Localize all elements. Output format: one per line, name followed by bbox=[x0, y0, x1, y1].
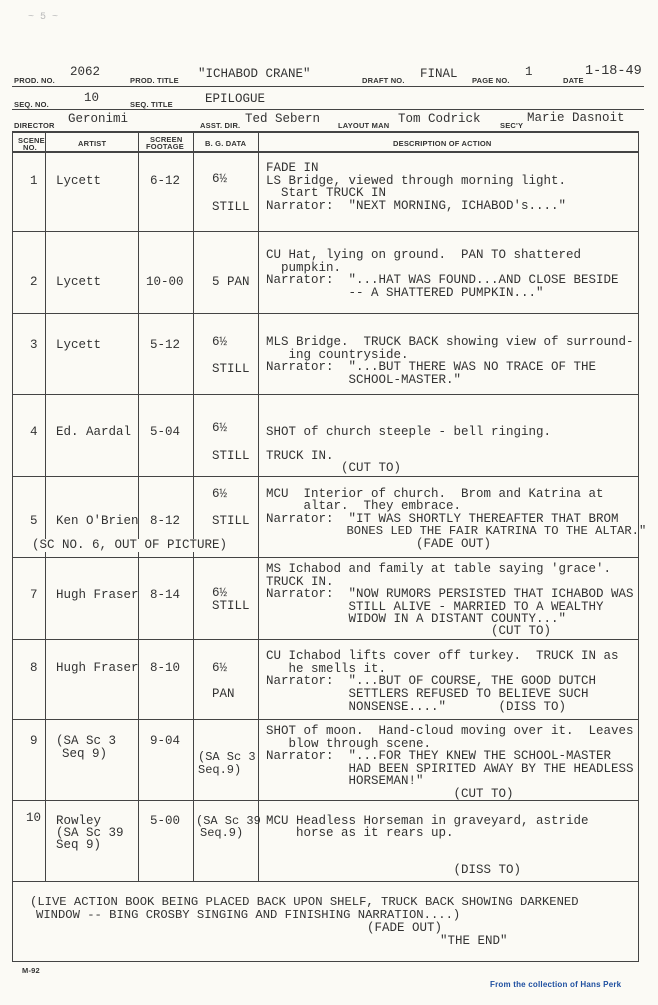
prod-no-label: PROD. NO. bbox=[14, 76, 55, 85]
description-line: MCU Headless Horseman in graveyard, astride bbox=[266, 814, 589, 828]
form-number: M-92 bbox=[22, 966, 40, 975]
prod-no-value: 2062 bbox=[70, 65, 101, 79]
collection-credit: From the collection of Hans Perk bbox=[490, 980, 622, 989]
draft-no-label: DRAFT NO. bbox=[362, 76, 405, 85]
artist: Rowley bbox=[56, 814, 102, 828]
description-line: Narrator: "NEXT MORNING, ICHABOD's...." bbox=[266, 199, 567, 213]
column-header-line bbox=[12, 151, 639, 153]
scene-number: 1 bbox=[30, 174, 38, 188]
description-line: STILL ALIVE - MARRIED TO A WEALTHY bbox=[266, 600, 604, 614]
table-bottom-line bbox=[12, 961, 639, 962]
description-line: SETTLERS REFUSED TO BELIEVE SUCH bbox=[266, 687, 589, 701]
description-line: MS Ichabod and family at table saying 'grace'. bbox=[266, 562, 612, 576]
description-line: Narrator: "...FOR THEY KNEW THE SCHOOL-MASTER bbox=[266, 749, 612, 763]
artist: Ken O'Brien bbox=[56, 514, 139, 528]
screen-footage: 5-04 bbox=[150, 425, 181, 439]
secy-value: Marie Dasnoit bbox=[527, 111, 625, 125]
screen-footage: 8-10 bbox=[150, 661, 181, 675]
description-line: SHOT of church steeple - bell ringing. bbox=[266, 425, 552, 439]
row-divider bbox=[12, 639, 639, 640]
description-line: Narrator: "...BUT OF COURSE, THE GOOD DUTCH bbox=[266, 674, 597, 688]
faint-mark: ~ 5 ~ bbox=[28, 12, 59, 23]
seq-no-value: 10 bbox=[84, 91, 100, 105]
bg-data: 6½ bbox=[212, 421, 228, 435]
bg-data: 6½ bbox=[212, 661, 228, 675]
col-bg: B. G. DATA bbox=[205, 139, 247, 148]
description-line: he smells it. bbox=[266, 662, 387, 676]
asst-dir-value: Ted Sebern bbox=[245, 112, 321, 126]
bg-data: 6½ bbox=[212, 487, 228, 501]
description-line: (CUT TO) bbox=[266, 461, 402, 475]
artist: (SA Sc 39 bbox=[56, 826, 124, 840]
row-divider bbox=[12, 394, 639, 395]
col-footage-2: FOOTAGE bbox=[146, 142, 184, 151]
bg-data: STILL bbox=[212, 514, 250, 528]
description-line: SCHOOL-MASTER." bbox=[266, 373, 462, 387]
scene-number: 10 bbox=[26, 811, 42, 825]
row-divider bbox=[12, 881, 639, 882]
screen-footage: 10-00 bbox=[146, 275, 184, 289]
bg-data: STILL bbox=[212, 449, 250, 463]
layout-man-value: Tom Codrick bbox=[398, 112, 481, 126]
closing-line: (LIVE ACTION BOOK BEING PLACED BACK UPON SHELF, TRUCK BACK SHOWING DARKENED bbox=[30, 895, 579, 909]
artist: Ed. Aardal bbox=[56, 425, 132, 439]
scene-number: 3 bbox=[30, 338, 38, 352]
description-line: BONES LED THE FAIR KATRINA TO THE ALTAR." bbox=[266, 524, 647, 538]
description-line: TRUCK IN. bbox=[266, 449, 334, 463]
header-line-1 bbox=[12, 86, 644, 87]
col-divider-1 bbox=[45, 131, 46, 881]
row-divider bbox=[12, 476, 639, 477]
col-footage-1: SCREEN bbox=[150, 135, 183, 144]
artist: Lycett bbox=[56, 338, 102, 352]
bg-data: STILL bbox=[212, 200, 250, 214]
layout-man-label: LAYOUT MAN bbox=[338, 121, 390, 130]
description-line: MLS Bridge. TRUCK BACK showing view of surround- bbox=[266, 335, 634, 349]
description-line: Start TRUCK IN bbox=[266, 186, 387, 200]
description-line: altar. They embrace. bbox=[266, 499, 462, 513]
seq-title-value: EPILOGUE bbox=[205, 92, 266, 106]
description-line: blow through scene. bbox=[266, 737, 432, 751]
artist: Seq 9) bbox=[62, 747, 108, 761]
scene-6-note: (SC NO. 6, OUT OF PICTURE) bbox=[32, 538, 228, 552]
bg-data: 6½ bbox=[212, 335, 228, 349]
description-line: Narrator: "...BUT THERE WAS NO TRACE OF THE bbox=[266, 360, 597, 374]
description-line: (FADE OUT) bbox=[266, 537, 492, 551]
row-divider bbox=[12, 313, 639, 314]
director-label: DIRECTOR bbox=[14, 121, 55, 130]
bg-data: Seq.9) bbox=[200, 826, 244, 840]
col-divider-4 bbox=[258, 131, 259, 881]
prod-title-label: PROD. TITLE bbox=[130, 76, 179, 85]
artist: (SA Sc 3 bbox=[56, 734, 117, 748]
artist: Lycett bbox=[56, 275, 102, 289]
description-line: Narrator: "NOW RUMORS PERSISTED THAT ICHABOD WAS bbox=[266, 587, 634, 601]
scene-number: 2 bbox=[30, 275, 38, 289]
description-line: (CUT TO) bbox=[266, 624, 552, 638]
screen-footage: 5-00 bbox=[150, 814, 181, 828]
closing-line: "THE END" bbox=[440, 934, 508, 948]
description-line: Narrator: "IT WAS SHORTLY THEREAFTER THAT BROM bbox=[266, 512, 619, 526]
description-line: CU Ichabod lifts cover off turkey. TRUCK IN as bbox=[266, 649, 619, 663]
table-right-border bbox=[638, 131, 639, 961]
col-scene-1: SCENE bbox=[18, 136, 45, 145]
screen-footage: 6-12 bbox=[150, 174, 181, 188]
description-line: SHOT of moon. Hand-cloud moving over it. Leaves bbox=[266, 724, 634, 738]
artist: Lycett bbox=[56, 174, 102, 188]
description-line: NONSENSE...." (DISS TO) bbox=[266, 700, 567, 714]
artist: Seq 9) bbox=[56, 838, 102, 852]
closing-line: WINDOW -- BING CROSBY SINGING AND FINISHING NARRATION....) bbox=[36, 908, 461, 922]
table-left-border bbox=[12, 131, 13, 961]
col-divider-3 bbox=[193, 131, 194, 881]
col-description: DESCRIPTION OF ACTION bbox=[393, 139, 492, 148]
description-line: Narrator: "...HAT WAS FOUND...AND CLOSE BESIDE bbox=[266, 273, 619, 287]
table-top-line bbox=[12, 131, 639, 133]
seq-no-label: SEQ. NO. bbox=[14, 100, 49, 109]
screen-footage: 8-14 bbox=[150, 588, 181, 602]
description-line: pumpkin. bbox=[266, 261, 342, 275]
bg-data: STILL bbox=[212, 599, 250, 613]
date-value: 1-18-49 bbox=[585, 64, 642, 79]
prod-title-value: "ICHABOD CRANE" bbox=[198, 67, 311, 81]
bg-data: (SA Sc 39 bbox=[196, 814, 261, 828]
bg-data: PAN bbox=[212, 687, 235, 701]
page-no-label: PAGE NO. bbox=[472, 76, 510, 85]
header-line-2 bbox=[12, 109, 644, 110]
date-label: DATE bbox=[563, 76, 584, 85]
description-line: TRUCK IN. bbox=[266, 575, 334, 589]
bg-data: 5 PAN bbox=[212, 275, 250, 289]
col-artist: ARTIST bbox=[78, 139, 107, 148]
screen-footage: 8-12 bbox=[150, 514, 181, 528]
bg-data: 6½ bbox=[212, 586, 228, 600]
seq-title-label: SEQ. TITLE bbox=[130, 100, 173, 109]
screen-footage: 9-04 bbox=[150, 734, 181, 748]
bg-data: (SA Sc 3 bbox=[198, 750, 256, 764]
scene-number: 7 bbox=[30, 588, 38, 602]
secy-label: SEC'Y bbox=[500, 121, 524, 130]
description-line: HORSEMAN!" bbox=[266, 774, 424, 788]
description-line: (DISS TO) bbox=[266, 863, 522, 877]
description-line: MCU Interior of church. Brom and Katrina at bbox=[266, 487, 604, 501]
description-line: (CUT TO) bbox=[266, 787, 514, 801]
scene-number: 5 bbox=[30, 514, 38, 528]
artist: Hugh Fraser bbox=[56, 588, 139, 602]
col-divider-2 bbox=[138, 131, 139, 881]
description-line: HAD BEEN SPIRITED AWAY BY THE HEADLESS bbox=[266, 762, 634, 776]
description-line: LS Bridge, viewed through morning light. bbox=[266, 174, 567, 188]
row-divider bbox=[12, 557, 639, 558]
artist: Hugh Fraser bbox=[56, 661, 139, 675]
row-divider bbox=[12, 231, 639, 232]
scene-number: 8 bbox=[30, 661, 38, 675]
description-line: FADE IN bbox=[266, 161, 319, 175]
description-line: ing countryside. bbox=[266, 348, 409, 362]
description-line: -- A SHATTERED PUMPKIN..." bbox=[266, 286, 544, 300]
col-scene-2: NO. bbox=[23, 143, 37, 152]
page-no-value: 1 bbox=[525, 65, 533, 79]
description-line: CU Hat, lying on ground. PAN TO shattered bbox=[266, 248, 582, 262]
screen-footage: 5-12 bbox=[150, 338, 181, 352]
director-value: Geronimi bbox=[68, 112, 129, 126]
bg-data: Seq.9) bbox=[198, 763, 242, 777]
row-divider bbox=[12, 719, 639, 720]
description-line: horse as it rears up. bbox=[266, 826, 454, 840]
description-line: WIDOW IN A DISTANT COUNTY..." bbox=[266, 612, 567, 626]
scene-number: 9 bbox=[30, 734, 38, 748]
bg-data: STILL bbox=[212, 362, 250, 376]
asst-dir-label: ASST. DIR. bbox=[200, 121, 241, 130]
bg-data: 6½ bbox=[212, 172, 228, 186]
closing-line: (FADE OUT) bbox=[367, 921, 443, 935]
draft-no-value: FINAL bbox=[420, 67, 458, 81]
scene-number: 4 bbox=[30, 425, 38, 439]
